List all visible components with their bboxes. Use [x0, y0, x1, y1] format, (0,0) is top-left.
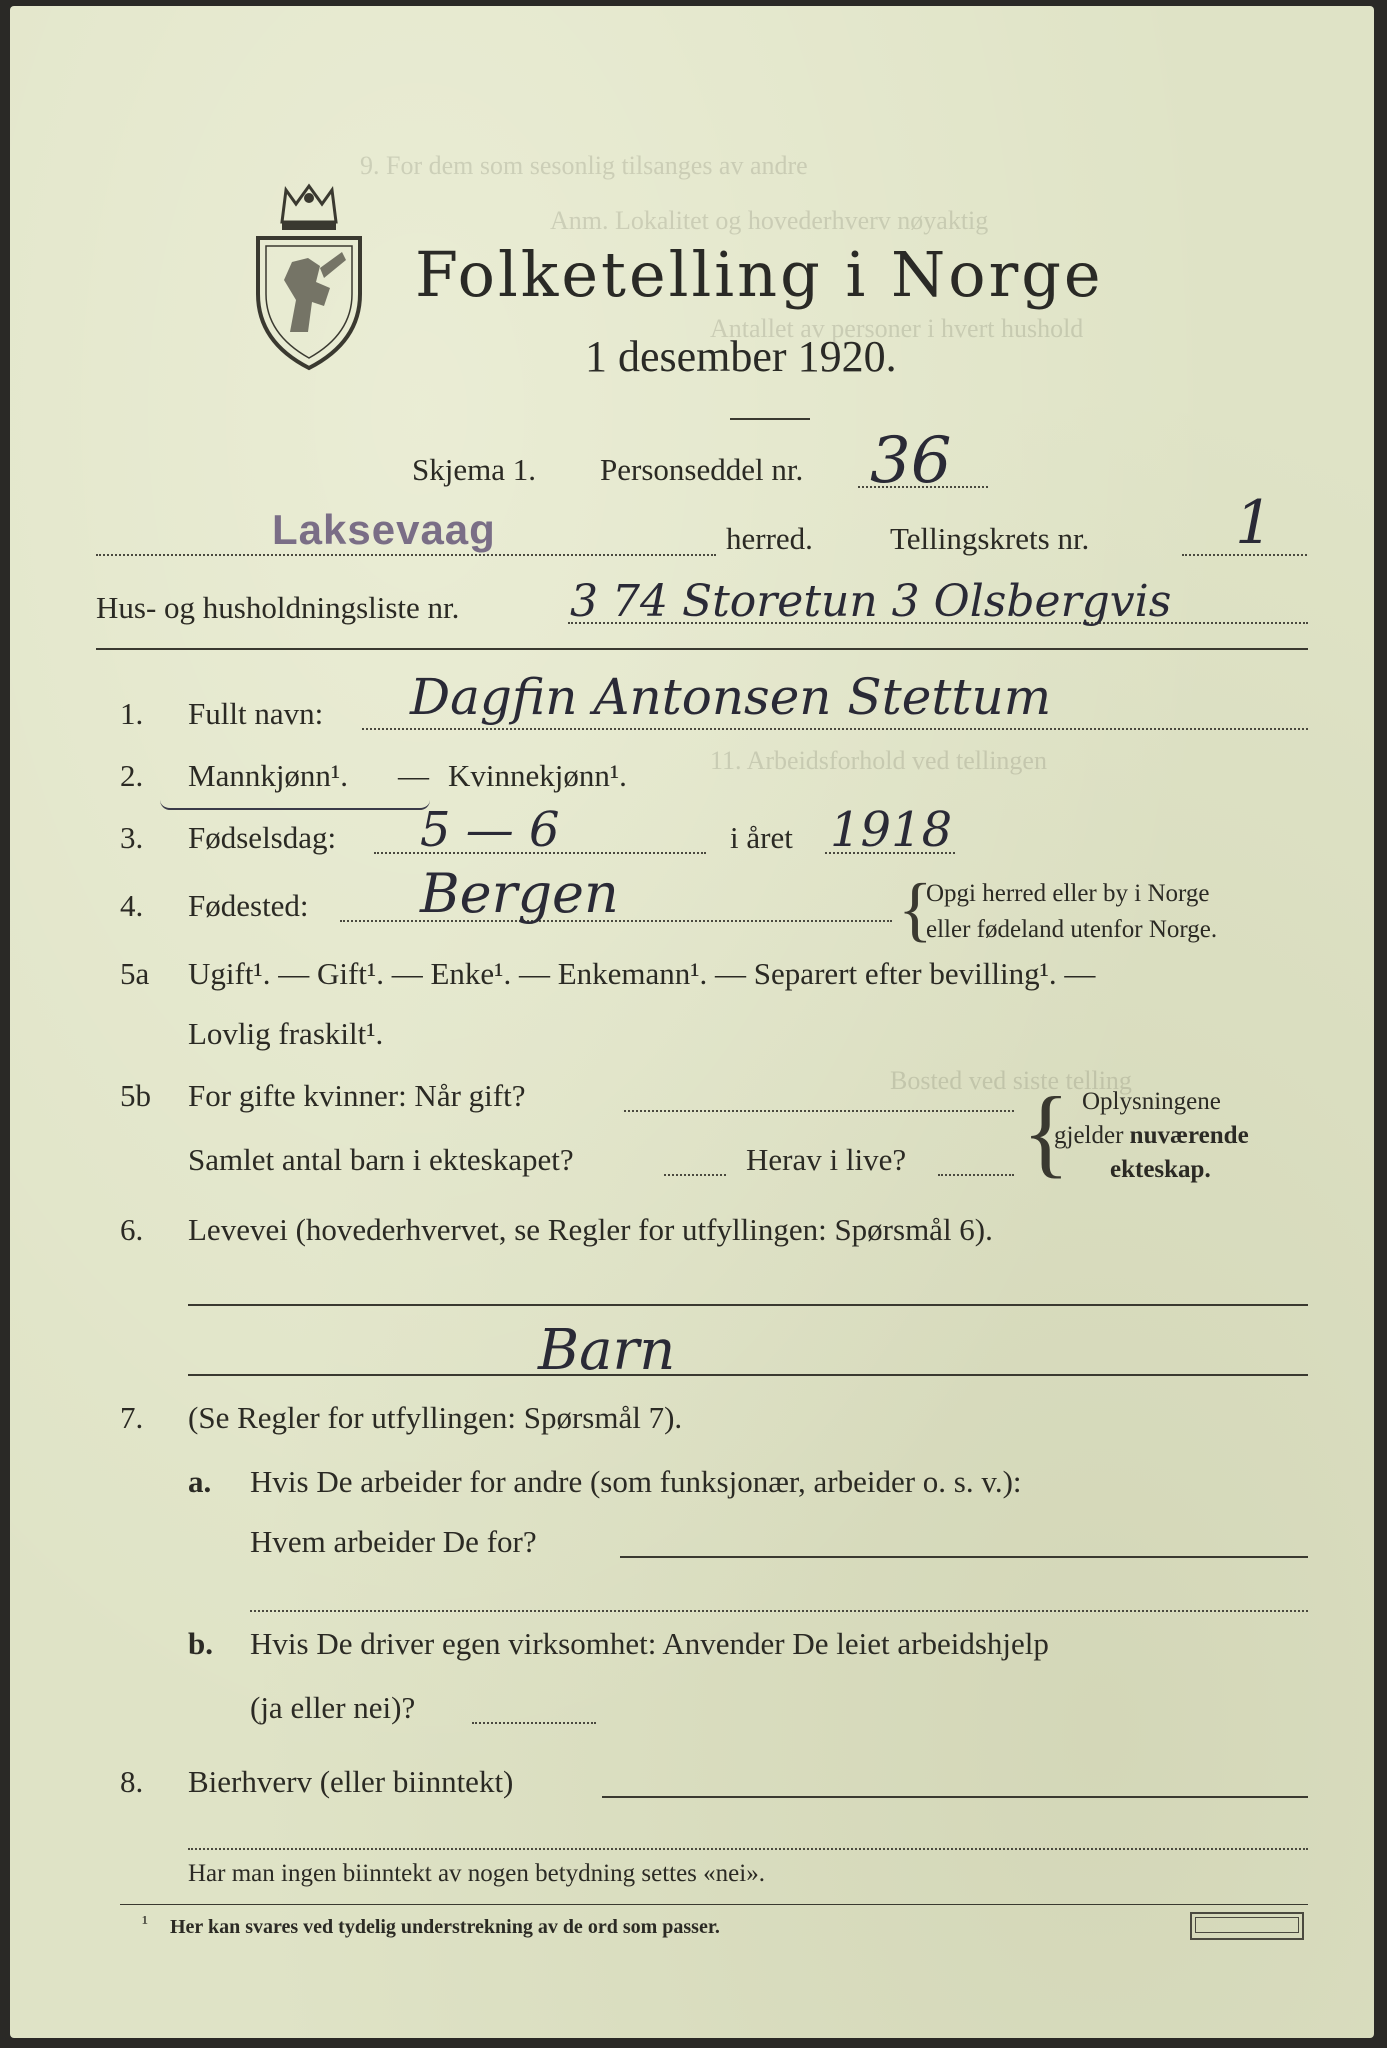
footnote-text: Her kan svares ved tydelig understrekning av de ord som passer.: [170, 1916, 720, 1938]
tellingskrets-label: Tellingskrets nr.: [890, 521, 1090, 556]
bleed-through-text: Anm. Lokalitet og hovederhverv nøyaktig: [550, 206, 989, 235]
q5b-note-bold: nuværende: [1129, 1122, 1249, 1149]
form-date: 1 desember 1920.: [585, 332, 897, 381]
q2-female-option[interactable]: Kvinnekjønn¹.: [448, 758, 627, 793]
employer-field-line1[interactable]: [620, 1556, 1308, 1558]
herred-stamp: Laksevaag: [272, 506, 496, 553]
birthdate-value: 5 — 6: [420, 802, 560, 858]
bleed-through-text: 9. For dem som sesonlig tilsanges av andre: [360, 151, 808, 180]
form-title: Folketelling i Norge: [415, 238, 1104, 311]
occupation-value: Barn: [538, 1318, 676, 1383]
q5b-brace: {: [1022, 1076, 1070, 1187]
hired-help-field[interactable]: [472, 1722, 596, 1724]
birthyear-value: 1918: [830, 802, 953, 858]
children-alive-field[interactable]: [938, 1174, 1014, 1176]
q1-number: 1.: [120, 696, 144, 731]
side-income-field-line1[interactable]: [602, 1796, 1308, 1798]
q7-number: 7.: [120, 1400, 144, 1435]
herred-label: herred.: [726, 521, 813, 556]
q3-year-label: i året: [730, 820, 793, 855]
children-total-field[interactable]: [664, 1174, 726, 1176]
q3-number: 3.: [120, 820, 144, 855]
household-list-value: 3 74 Storetun 3 Olsbergvis: [570, 576, 1172, 627]
q6-label: Levevei (hovederhvervet, se Regler for utfyllingen: Spørsmål 6).: [188, 1212, 993, 1247]
q5b-note-line2: [1054, 1122, 1249, 1150]
q2-number: 2.: [120, 758, 144, 793]
side-income-note: Har man ingen biinntekt av nogen betydning settes «nei».: [188, 1860, 765, 1887]
occupation-field-line1[interactable]: [188, 1304, 1308, 1306]
q4-label: Fødested:: [188, 888, 309, 923]
personseddel-label: Personseddel nr.: [600, 452, 804, 487]
q6-number: 6.: [120, 1212, 144, 1247]
q7b-answer-label: (ja eller nei)?: [250, 1690, 416, 1725]
q5b-note-line3: ekteskap.: [1110, 1156, 1211, 1183]
q7b-letter: b.: [188, 1626, 213, 1661]
q7a-question: Hvis De arbeider for andre (som funksjonær, arbeider o. s. v.):: [250, 1464, 1022, 1499]
male-underline-mark: [160, 800, 430, 810]
q5a-options-line2[interactable]: Lovlig fraskilt¹.: [188, 1016, 384, 1051]
footnote-marker: ¹: [142, 1912, 148, 1934]
q8-label: Bierhverv (eller biinntekt): [188, 1764, 514, 1799]
census-form-page: [10, 6, 1374, 2038]
q5a-options-line1[interactable]: Ugift¹. — Gift¹. — Enke¹. — Enkemann¹. — Separert efter bevilling¹. —: [188, 956, 1096, 991]
q1-label: Fullt navn:: [188, 696, 324, 731]
q5b-note-line1: Oplysningene: [1082, 1088, 1221, 1115]
q4-brace: {: [898, 869, 933, 949]
header-divider: [96, 648, 1308, 650]
q5b-married-when-label: For gifte kvinner: Når gift?: [188, 1078, 526, 1113]
employer-field-line2[interactable]: [250, 1610, 1308, 1612]
q4-note-line2: eller fødeland utenfor Norge.: [926, 916, 1218, 943]
q7a-employer-label: Hvem arbeider De for?: [250, 1524, 537, 1559]
q4-number: 4.: [120, 888, 144, 923]
printer-mark-box: [1190, 1912, 1304, 1940]
q2-male-option[interactable]: Mannkjønn¹.: [188, 758, 348, 793]
side-income-field-line2[interactable]: [188, 1848, 1308, 1850]
birthplace-value: Bergen: [420, 862, 619, 925]
q3-label: Fødselsdag:: [188, 820, 337, 855]
q2-sep: —: [398, 758, 429, 793]
bleed-through-text: Bosted ved siste telling: [890, 1066, 1132, 1095]
household-list-label: Hus- og husholdningsliste nr.: [96, 590, 460, 625]
personseddel-value: 36: [870, 424, 952, 498]
full-name-value: Dagfin Antonsen Stettum: [410, 668, 1052, 726]
bleed-through-text: 11. Arbeidsforhold ved tellingen: [710, 746, 1047, 775]
q5b-alive-label: Herav i live?: [746, 1142, 907, 1177]
tellingskrets-value: 1: [1235, 488, 1274, 558]
herred-field[interactable]: [96, 554, 716, 556]
bleed-through-text: Antallet av personer i hvert hushold: [710, 314, 1084, 343]
full-name-field[interactable]: [362, 728, 1308, 730]
q8-number: 8.: [120, 1764, 144, 1799]
footnote-divider: [120, 1904, 1308, 1905]
q7-label: (Se Regler for utfyllingen: Spørsmål 7).: [188, 1400, 683, 1435]
q5b-number: 5b: [120, 1078, 151, 1113]
q5b-children-label: Samlet antal barn i ekteskapet?: [188, 1142, 574, 1177]
occupation-field-line2[interactable]: [188, 1374, 1308, 1376]
coat-of-arms-icon: [250, 182, 368, 372]
q4-note-line1: Opgi herred eller by i Norge: [926, 880, 1210, 907]
schema-label: Skjema 1.: [412, 452, 536, 487]
title-divider: [730, 418, 810, 420]
q7b-question: Hvis De driver egen virksomhet: Anvender De leiet arbeidshjelp: [250, 1626, 1049, 1661]
q5a-number: 5a: [120, 956, 150, 991]
married-when-field[interactable]: [624, 1110, 1014, 1112]
q5b-note-text: gjelder: [1054, 1122, 1124, 1149]
q7a-letter: a.: [188, 1464, 212, 1499]
printer-mark-inner: [1195, 1917, 1299, 1933]
